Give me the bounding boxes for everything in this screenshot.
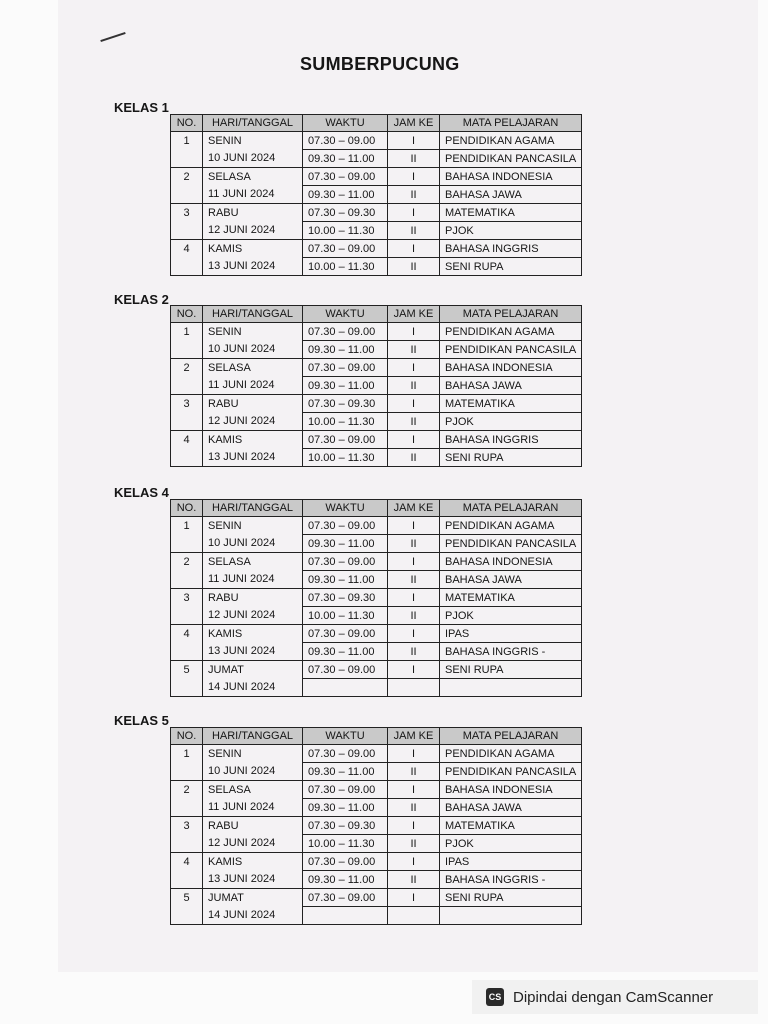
day-number-spacer (171, 258, 203, 276)
day-number-spacer (171, 150, 203, 168)
session-period: I (388, 359, 440, 377)
table-row (171, 763, 582, 781)
header-jam-ke: JAM KE (388, 728, 440, 745)
table-row (171, 643, 582, 661)
page-title: SUMBERPUCUNG (300, 54, 460, 74)
session-time: 07.30 – 09.00 (303, 781, 388, 799)
session-subject: IPAS (440, 625, 582, 643)
session-period: II (388, 449, 440, 467)
header-mata-pelajaran: MATA PELAJARAN (440, 728, 582, 745)
day-name: SENIN (203, 323, 303, 341)
table-row (171, 625, 582, 643)
day-name: SELASA (203, 553, 303, 571)
day-number-spacer (171, 449, 203, 467)
day-number-spacer (171, 871, 203, 889)
session-time: 07.30 – 09.00 (303, 853, 388, 871)
table-row (171, 413, 582, 431)
session-subject: PENDIDIKAN AGAMA (440, 132, 582, 150)
empty-cell (440, 907, 582, 925)
day-name: RABU (203, 204, 303, 222)
day-number-spacer (171, 907, 203, 925)
session-subject: MATEMATIKA (440, 817, 582, 835)
session-time: 10.00 – 11.30 (303, 413, 388, 431)
session-time: 07.30 – 09.00 (303, 745, 388, 763)
session-subject: MATEMATIKA (440, 589, 582, 607)
session-period: II (388, 341, 440, 359)
day-number-spacer (171, 679, 203, 697)
session-time: 07.30 – 09.00 (303, 132, 388, 150)
day-date: 14 JUNI 2024 (203, 907, 303, 925)
header-mata-pelajaran: MATA PELAJARAN (440, 306, 582, 323)
session-subject: PENDIDIKAN AGAMA (440, 517, 582, 535)
day-name: JUMAT (203, 889, 303, 907)
day-number: 4 (171, 431, 203, 449)
session-period: I (388, 168, 440, 186)
table-row (171, 517, 582, 535)
empty-cell (303, 679, 388, 697)
session-time: 07.30 – 09.00 (303, 323, 388, 341)
day-date: 10 JUNI 2024 (203, 535, 303, 553)
schedule-table (170, 727, 582, 925)
session-time: 07.30 – 09.00 (303, 359, 388, 377)
session-subject: PENDIDIKAN AGAMA (440, 745, 582, 763)
table-row (171, 907, 582, 925)
session-period: I (388, 781, 440, 799)
schedule-table (170, 499, 582, 697)
session-subject: PENDIDIKAN PANCASILA (440, 150, 582, 168)
day-number-spacer (171, 763, 203, 781)
table-row (171, 835, 582, 853)
session-period: I (388, 661, 440, 679)
header-waktu: WAKTU (303, 728, 388, 745)
session-time: 07.30 – 09.00 (303, 889, 388, 907)
day-date: 12 JUNI 2024 (203, 222, 303, 240)
session-period: I (388, 853, 440, 871)
empty-cell (388, 907, 440, 925)
empty-cell (388, 679, 440, 697)
day-number: 4 (171, 853, 203, 871)
session-time: 07.30 – 09.30 (303, 395, 388, 413)
session-subject: BAHASA INDONESIA (440, 168, 582, 186)
class-label: KELAS 2 (114, 292, 169, 307)
table-row (171, 817, 582, 835)
table-row (171, 186, 582, 204)
day-date: 13 JUNI 2024 (203, 871, 303, 889)
session-subject: BAHASA INGGRIS (440, 431, 582, 449)
session-subject: BAHASA JAWA (440, 571, 582, 589)
table-row (171, 395, 582, 413)
header-no: NO. (171, 115, 203, 132)
day-number-spacer (171, 341, 203, 359)
watermark-text: Dipindai dengan CamScanner (513, 988, 714, 1006)
day-name: RABU (203, 817, 303, 835)
empty-cell (303, 907, 388, 925)
header-no: NO. (171, 728, 203, 745)
day-date: 12 JUNI 2024 (203, 413, 303, 431)
session-period: I (388, 625, 440, 643)
header-waktu: WAKTU (303, 115, 388, 132)
day-number-spacer (171, 643, 203, 661)
day-number-spacer (171, 222, 203, 240)
table-row (171, 377, 582, 395)
day-date: 10 JUNI 2024 (203, 341, 303, 359)
header-hari-tanggal: HARI/TANGGAL (203, 500, 303, 517)
session-subject: MATEMATIKA (440, 204, 582, 222)
camscanner-logo-icon: CS (486, 988, 504, 1006)
table-row (171, 150, 582, 168)
session-time: 09.30 – 11.00 (303, 571, 388, 589)
table-row (171, 535, 582, 553)
table-row (171, 679, 582, 697)
day-number-spacer (171, 607, 203, 625)
header-waktu: WAKTU (303, 500, 388, 517)
table-row (171, 571, 582, 589)
day-date: 11 JUNI 2024 (203, 186, 303, 204)
day-number: 3 (171, 204, 203, 222)
day-number-spacer (171, 799, 203, 817)
session-subject: BAHASA INDONESIA (440, 553, 582, 571)
session-subject: BAHASA INDONESIA (440, 359, 582, 377)
day-number: 3 (171, 817, 203, 835)
session-time: 07.30 – 09.00 (303, 168, 388, 186)
session-time: 07.30 – 09.30 (303, 589, 388, 607)
session-time: 09.30 – 11.00 (303, 871, 388, 889)
day-date: 10 JUNI 2024 (203, 763, 303, 781)
session-subject: SENI RUPA (440, 449, 582, 467)
day-name: KAMIS (203, 431, 303, 449)
session-period: II (388, 222, 440, 240)
session-subject: BAHASA INGGRIS - (440, 643, 582, 661)
session-subject: SENI RUPA (440, 889, 582, 907)
session-time: 07.30 – 09.30 (303, 817, 388, 835)
table-row (171, 871, 582, 889)
header-waktu: WAKTU (303, 306, 388, 323)
session-time: 07.30 – 09.00 (303, 240, 388, 258)
session-period: II (388, 643, 440, 661)
session-time: 09.30 – 11.00 (303, 186, 388, 204)
session-period: II (388, 835, 440, 853)
header-jam-ke: JAM KE (388, 115, 440, 132)
table-row (171, 132, 582, 150)
day-name: SELASA (203, 168, 303, 186)
header-jam-ke: JAM KE (388, 500, 440, 517)
header-mata-pelajaran: MATA PELAJARAN (440, 500, 582, 517)
session-subject: IPAS (440, 853, 582, 871)
session-period: II (388, 571, 440, 589)
session-time: 09.30 – 11.00 (303, 799, 388, 817)
day-number: 1 (171, 745, 203, 763)
table-row (171, 745, 582, 763)
day-number: 1 (171, 517, 203, 535)
class-label: KELAS 1 (114, 100, 169, 115)
session-subject: SENI RUPA (440, 258, 582, 276)
session-time: 09.30 – 11.00 (303, 150, 388, 168)
session-time: 10.00 – 11.30 (303, 607, 388, 625)
session-time: 09.30 – 11.00 (303, 535, 388, 553)
session-time: 09.30 – 11.00 (303, 341, 388, 359)
camscanner-watermark (472, 980, 758, 1014)
table-row (171, 258, 582, 276)
header-no: NO. (171, 500, 203, 517)
session-period: I (388, 240, 440, 258)
header-hari-tanggal: HARI/TANGGAL (203, 728, 303, 745)
session-period: II (388, 258, 440, 276)
session-subject: PJOK (440, 607, 582, 625)
table-row (171, 661, 582, 679)
session-period: II (388, 413, 440, 431)
day-date: 14 JUNI 2024 (203, 679, 303, 697)
day-date: 13 JUNI 2024 (203, 258, 303, 276)
day-name: SELASA (203, 359, 303, 377)
table-row (171, 799, 582, 817)
session-time: 07.30 – 09.30 (303, 204, 388, 222)
header-mata-pelajaran: MATA PELAJARAN (440, 115, 582, 132)
day-date: 13 JUNI 2024 (203, 449, 303, 467)
day-name: SENIN (203, 517, 303, 535)
session-period: II (388, 763, 440, 781)
header-hari-tanggal: HARI/TANGGAL (203, 306, 303, 323)
session-subject: PENDIDIKAN AGAMA (440, 323, 582, 341)
day-name: KAMIS (203, 240, 303, 258)
schedule-table (170, 114, 582, 276)
day-number-spacer (171, 377, 203, 395)
session-period: II (388, 871, 440, 889)
day-number: 2 (171, 781, 203, 799)
table-row (171, 240, 582, 258)
session-time: 10.00 – 11.30 (303, 449, 388, 467)
session-subject: SENI RUPA (440, 661, 582, 679)
session-period: I (388, 745, 440, 763)
day-number: 1 (171, 323, 203, 341)
session-subject: BAHASA INDONESIA (440, 781, 582, 799)
session-period: II (388, 607, 440, 625)
day-name: SENIN (203, 132, 303, 150)
session-subject: PJOK (440, 835, 582, 853)
day-number: 3 (171, 395, 203, 413)
session-period: I (388, 431, 440, 449)
table-row (171, 781, 582, 799)
day-number-spacer (171, 535, 203, 553)
day-number: 1 (171, 132, 203, 150)
session-time: 07.30 – 09.00 (303, 517, 388, 535)
session-subject: PENDIDIKAN PANCASILA (440, 341, 582, 359)
table-row (171, 607, 582, 625)
session-subject: PJOK (440, 222, 582, 240)
session-time: 07.30 – 09.00 (303, 661, 388, 679)
session-subject: BAHASA INGGRIS (440, 240, 582, 258)
session-time: 07.30 – 09.00 (303, 553, 388, 571)
session-period: I (388, 889, 440, 907)
session-time: 07.30 – 09.00 (303, 625, 388, 643)
day-name: SELASA (203, 781, 303, 799)
session-time: 10.00 – 11.30 (303, 835, 388, 853)
day-number: 2 (171, 168, 203, 186)
day-number: 3 (171, 589, 203, 607)
empty-cell (440, 679, 582, 697)
session-period: I (388, 132, 440, 150)
day-date: 11 JUNI 2024 (203, 799, 303, 817)
day-number-spacer (171, 835, 203, 853)
table-row (171, 589, 582, 607)
day-number: 4 (171, 240, 203, 258)
day-number: 4 (171, 625, 203, 643)
table-row (171, 323, 582, 341)
session-time: 10.00 – 11.30 (303, 258, 388, 276)
session-period: I (388, 553, 440, 571)
session-time: 09.30 – 11.00 (303, 763, 388, 781)
session-period: I (388, 589, 440, 607)
day-number: 2 (171, 553, 203, 571)
class-label: KELAS 4 (114, 485, 169, 500)
header-no: NO. (171, 306, 203, 323)
schedule-table (170, 305, 582, 467)
session-time: 09.30 – 11.00 (303, 377, 388, 395)
session-subject: BAHASA JAWA (440, 377, 582, 395)
table-row (171, 204, 582, 222)
day-date: 12 JUNI 2024 (203, 607, 303, 625)
table-row (171, 222, 582, 240)
session-subject: PJOK (440, 413, 582, 431)
session-period: I (388, 517, 440, 535)
session-period: I (388, 395, 440, 413)
day-date: 12 JUNI 2024 (203, 835, 303, 853)
day-name: SENIN (203, 745, 303, 763)
day-date: 13 JUNI 2024 (203, 643, 303, 661)
table-row (171, 449, 582, 467)
session-subject: BAHASA JAWA (440, 186, 582, 204)
session-period: II (388, 150, 440, 168)
table-row (171, 553, 582, 571)
session-period: II (388, 535, 440, 553)
class-label: KELAS 5 (114, 713, 169, 728)
day-name: RABU (203, 395, 303, 413)
session-time: 10.00 – 11.30 (303, 222, 388, 240)
session-period: I (388, 817, 440, 835)
session-period: I (388, 323, 440, 341)
table-row (171, 359, 582, 377)
header-hari-tanggal: HARI/TANGGAL (203, 115, 303, 132)
session-period: II (388, 377, 440, 395)
table-row (171, 853, 582, 871)
session-period: II (388, 186, 440, 204)
table-row (171, 168, 582, 186)
session-subject: BAHASA INGGRIS - (440, 871, 582, 889)
session-time: 09.30 – 11.00 (303, 643, 388, 661)
day-number-spacer (171, 413, 203, 431)
day-name: RABU (203, 589, 303, 607)
session-subject: PENDIDIKAN PANCASILA (440, 763, 582, 781)
day-number: 5 (171, 661, 203, 679)
day-name: KAMIS (203, 853, 303, 871)
session-period: I (388, 204, 440, 222)
table-row (171, 341, 582, 359)
session-time: 07.30 – 09.00 (303, 431, 388, 449)
day-number: 2 (171, 359, 203, 377)
day-date: 11 JUNI 2024 (203, 571, 303, 589)
day-date: 10 JUNI 2024 (203, 150, 303, 168)
table-row (171, 431, 582, 449)
table-row (171, 889, 582, 907)
header-jam-ke: JAM KE (388, 306, 440, 323)
day-name: KAMIS (203, 625, 303, 643)
session-period: II (388, 799, 440, 817)
session-subject: MATEMATIKA (440, 395, 582, 413)
day-number: 5 (171, 889, 203, 907)
session-subject: BAHASA JAWA (440, 799, 582, 817)
day-number-spacer (171, 571, 203, 589)
day-name: JUMAT (203, 661, 303, 679)
day-date: 11 JUNI 2024 (203, 377, 303, 395)
session-subject: PENDIDIKAN PANCASILA (440, 535, 582, 553)
day-number-spacer (171, 186, 203, 204)
